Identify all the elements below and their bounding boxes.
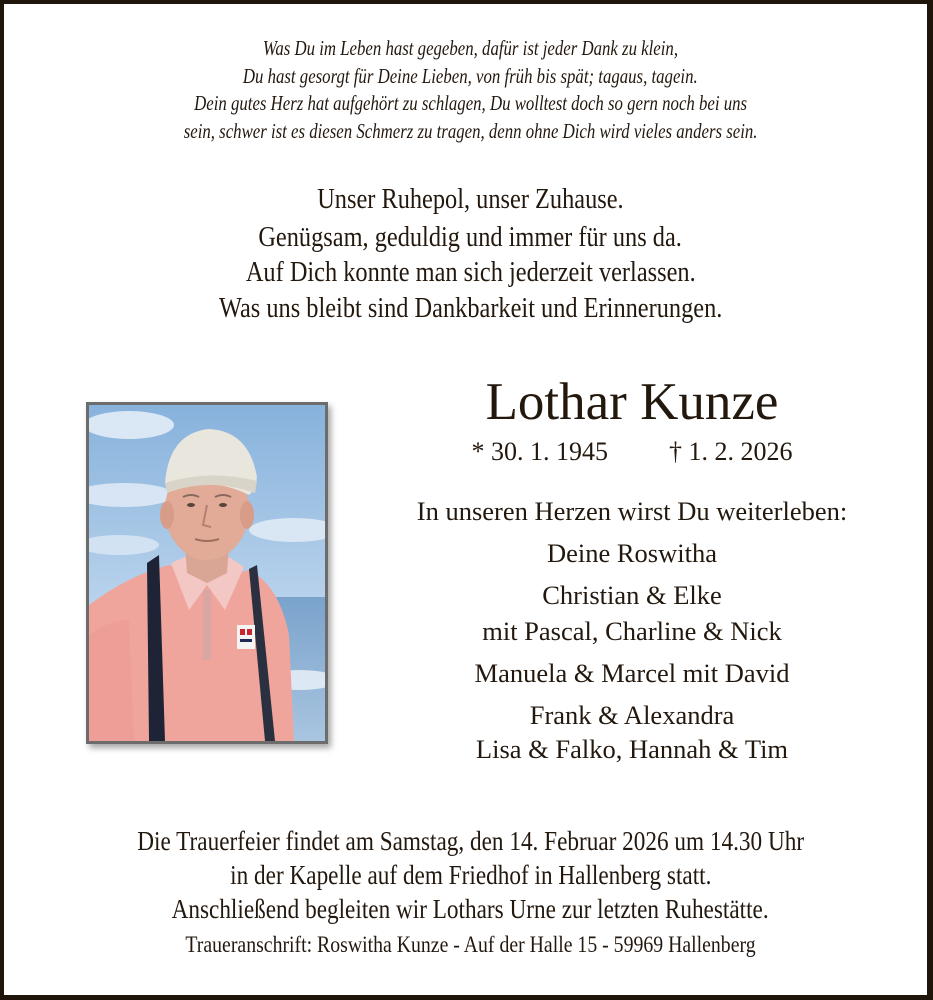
deceased-name: Lothar Kunze: [485, 373, 779, 431]
mourner-line: Deine Roswitha: [546, 538, 717, 568]
mourner-line: Frank & Alexandra: [529, 700, 735, 730]
funeral-line: Die Trauerfeier findet am Samstag, den 14. Februar 2026 um 14.30 Uhr: [137, 826, 804, 856]
poem-line: sein, schwer ist es diesen Schmerz zu tragen, denn ohne Dich wird vieles anders sein.: [183, 119, 758, 143]
verse-line: Auf Dich konnte man sich jederzeit verlassen.: [245, 256, 696, 288]
birth-date: 30. 1. 1945: [491, 437, 608, 466]
poem-line: Was Du im Leben hast gegeben, dafür ist jeder Dank zu klein,: [262, 36, 679, 60]
verse-line: Unser Ruhepol, unser Zuhause.: [317, 183, 624, 215]
mourner-line: Lisa & Falko, Hannah & Tim: [475, 734, 789, 764]
mourner-line: Christian & Elke: [542, 580, 722, 610]
portrait-illustration: [89, 405, 325, 741]
funeral-line: Anschließend begleiten wir Lothars Urne zur letzten Ruhestätte.: [171, 894, 770, 924]
death-cross-icon: †: [669, 437, 682, 466]
portrait-photo: [86, 402, 328, 744]
verse-line: Genügsam, geduldig und immer für uns da.: [258, 221, 683, 253]
death-date: 1. 2. 2026: [688, 437, 793, 466]
mourners-intro: In unseren Herzen wirst Du weiterleben:: [416, 496, 848, 526]
birth-symbol: *: [471, 437, 485, 466]
mourner-line: mit Pascal, Charline & Nick: [482, 616, 782, 646]
mourning-address: Traueranschrift: Roswitha Kunze - Auf der Halle 15 - 59969 Hallenberg: [185, 932, 756, 957]
poem-line: Du hast gesorgt für Deine Lieben, von früh bis spät; tagaus, tagein.: [243, 64, 698, 88]
mourner-line: Manuela & Marcel mit David: [474, 658, 790, 688]
life-dates: [364, 436, 900, 468]
poem-line: Dein gutes Herz hat aufgehört zu schlagen, Du wolltest doch so gern noch bei uns: [194, 91, 747, 115]
verse-line: Was uns bleibt sind Dankbarkeit und Erinnerungen.: [218, 292, 723, 324]
funeral-line: in der Kapelle auf dem Friedhof in Hallenberg statt.: [229, 860, 712, 890]
